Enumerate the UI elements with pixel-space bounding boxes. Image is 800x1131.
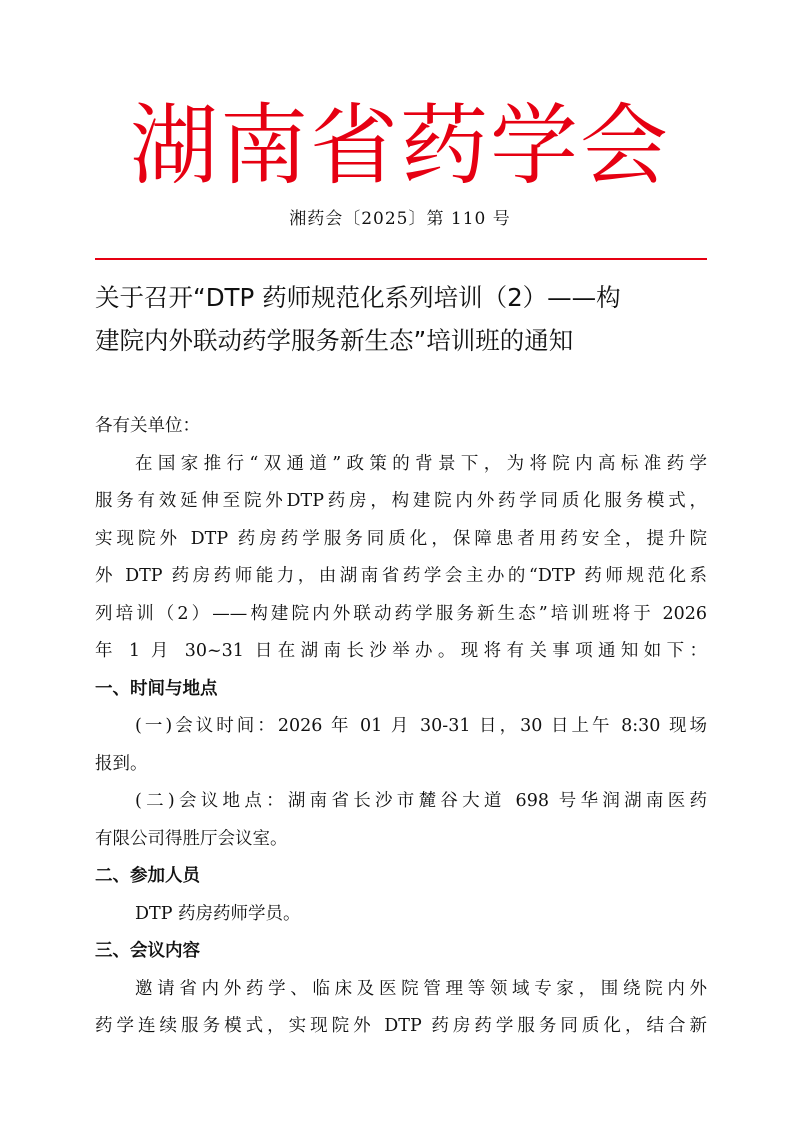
section-heading-participants: 二、参加人员 — [95, 866, 200, 886]
intro-line-5: 列培训（2）——构建院内外联动药学服务新生态”培训班将于 2026 — [95, 603, 707, 624]
meeting-time-line-2: 报到。 — [95, 753, 148, 774]
intro-line-2: 服务有效延伸至院外DTP药房，构建院内外药学同质化服务模式， — [95, 491, 707, 511]
intro-line-4: 外 DTP 药房药师能力，由湖南省药学会主办的“DTP 药师规范化系 — [95, 566, 707, 586]
document-number: 湘药会〔2025〕第 110 号 — [289, 209, 511, 229]
section-heading-time-place: 一、时间与地点 — [95, 678, 218, 699]
organization-letterhead: 湖南省药学会 — [129, 94, 670, 197]
intro-line-6: 年 1 月 30~31 日在湖南长沙举办。现将有关事项通知如下： — [95, 641, 707, 661]
participants-text: DTP 药房药师学员。 — [135, 903, 301, 924]
notice-body — [95, 408, 707, 1046]
content-line-1: 邀请省内外药学、临床及医院管理等领域专家，围绕院内外 — [135, 978, 707, 999]
content-line-2: 药学连续服务模式，实现院外 DTP 药房药学服务同质化，结合新 — [95, 1016, 707, 1036]
red-divider — [95, 258, 707, 260]
intro-line-1: 在国家推行“双通道”政策的背景下，为将院内高标准药学 — [135, 453, 707, 474]
salutation: 各有关单位： — [95, 416, 200, 436]
notice-title — [95, 276, 710, 362]
intro-line-3: 实现院外 DTP 药房药学服务同质化，保障患者用药安全，提升院 — [95, 528, 707, 549]
meeting-place-line-1: (二)会议地点：湖南省长沙市麓谷大道 698 号华润湖南医药 — [135, 791, 707, 811]
meeting-time-line-1: (一)会议时间：2026 年 01 月 30-31 日，30 日上午 8:30 现场 — [135, 716, 707, 736]
meeting-place-line-2: 有限公司得胜厅会议室。 — [95, 828, 288, 849]
notice-title-line-2: 建院内外联动药学服务新生态”培训班的通知 — [95, 326, 574, 355]
section-heading-content: 三、会议内容 — [95, 941, 200, 961]
notice-title-line-1: 关于召开“DTP 药师规范化系列培训（2）——构 — [95, 283, 621, 312]
